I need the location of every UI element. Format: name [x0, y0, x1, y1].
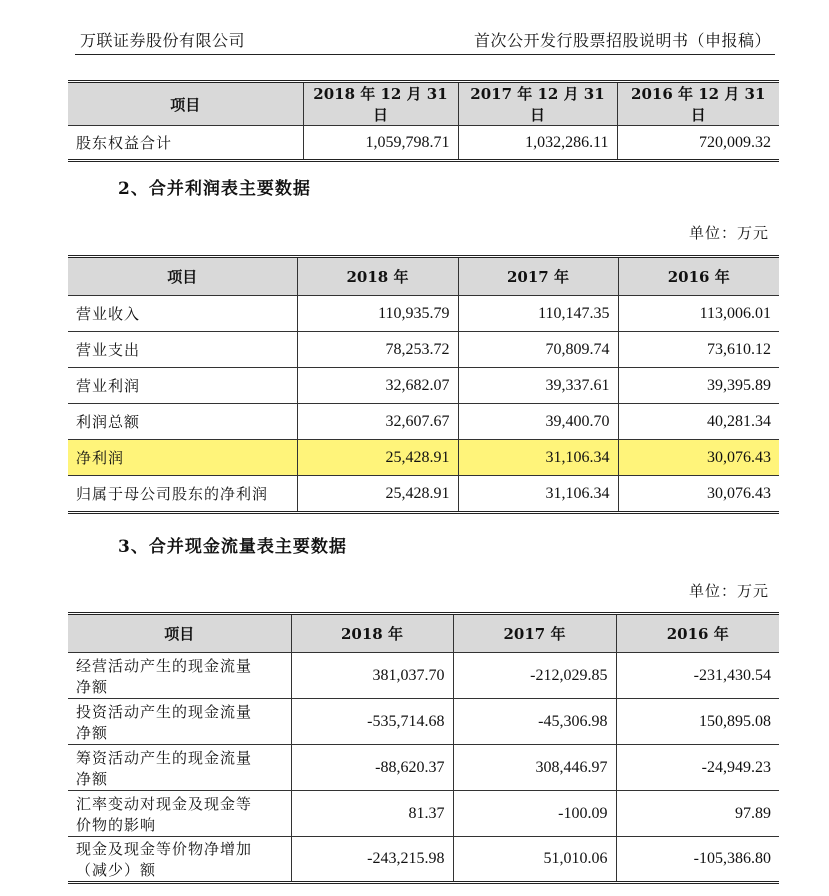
row-label: 净利润: [68, 440, 297, 476]
row-label: 营业支出: [68, 332, 297, 368]
unit-label: 单位：万元: [688, 582, 769, 600]
column-header: 2018 年: [297, 257, 458, 296]
row-label: 归属于母公司股东的净利润: [68, 476, 297, 513]
cell-2016: -24,949.23: [616, 745, 779, 791]
cell-2016: 720,009.32: [617, 126, 779, 161]
cell-2018: -243,215.98: [291, 837, 453, 883]
row-label-line2: 价物的影响: [76, 815, 157, 834]
column-header: 2016 年: [616, 614, 779, 653]
section-title-income: 2、合并利润表主要数据: [118, 179, 311, 199]
section-title-cashflow: 3、合并现金流量表主要数据: [118, 537, 347, 557]
row-label: [68, 699, 291, 745]
unit-label: 单位：万元: [688, 224, 769, 242]
column-header: 2017 年: [458, 257, 618, 296]
row-label-line1: 投资活动产生的现金流量: [76, 702, 253, 721]
row-label-line2: （减少）额: [76, 861, 157, 879]
cell-2017: 39,400.70: [458, 404, 618, 440]
cell-2018: 1,059,798.71: [303, 126, 458, 161]
row-label-line2: 净额: [76, 769, 109, 788]
cell-2016: 97.89: [616, 791, 779, 837]
row-label: 营业收入: [68, 296, 297, 332]
equity-table: [68, 80, 779, 162]
table-row: [68, 332, 779, 368]
cell-2017: -45,306.98: [453, 699, 616, 745]
cell-2017: 308,446.97: [453, 745, 616, 791]
cell-2018: 25,428.91: [297, 476, 458, 513]
row-label-line2: 净额: [76, 677, 109, 696]
cell-2016: -231,430.54: [616, 653, 779, 699]
cell-2017: 70,809.74: [458, 332, 618, 368]
row-label: [68, 745, 291, 791]
column-header: 2018 年: [291, 614, 453, 653]
row-label-line1: 筹资活动产生的现金流量: [76, 748, 253, 767]
table-row: [68, 699, 779, 745]
cell-2017: 39,337.61: [458, 368, 618, 404]
cashflow-table: [68, 612, 779, 884]
table-header-row: [68, 257, 779, 296]
table-header-row: [68, 82, 779, 126]
row-label-line2: 净额: [76, 723, 109, 742]
cell-2018: 110,935.79: [297, 296, 458, 332]
cell-2018: 32,607.67: [297, 404, 458, 440]
column-header: 项目: [68, 82, 303, 126]
document-title: 首次公开发行股票招股说明书（申报稿）: [473, 31, 771, 50]
cell-2016: 39,395.89: [618, 368, 779, 404]
cell-2017: 31,106.34: [458, 440, 618, 476]
table-header-row: [68, 614, 779, 653]
income-table: [68, 255, 779, 514]
cell-2017: 110,147.35: [458, 296, 618, 332]
cell-2017: -100.09: [453, 791, 616, 837]
cell-2017: 51,010.06: [453, 837, 616, 883]
cell-2017: -212,029.85: [453, 653, 616, 699]
table-row: [68, 791, 779, 837]
row-label: 股东权益合计: [68, 126, 303, 161]
row-label-line1: 汇率变动对现金及现金等: [76, 794, 253, 813]
cell-2016: 150,895.08: [616, 699, 779, 745]
row-label: [68, 791, 291, 837]
cell-2016: -105,386.80: [616, 837, 779, 883]
cell-2016: 113,006.01: [618, 296, 779, 332]
cell-2016: 30,076.43: [618, 476, 779, 513]
cell-2018: 381,037.70: [291, 653, 453, 699]
cell-2017: 31,106.34: [458, 476, 618, 513]
row-label: 营业利润: [68, 368, 297, 404]
column-header: 项目: [68, 257, 297, 296]
table-row: [68, 745, 779, 791]
table-row: [68, 404, 779, 440]
column-header: 2018 年 12 月 31 日: [303, 82, 458, 126]
row-label: [68, 653, 291, 699]
cell-2018: 81.37: [291, 791, 453, 837]
column-header: 2017 年 12 月 31 日: [458, 82, 617, 126]
cell-2018: 78,253.72: [297, 332, 458, 368]
table-row-highlighted: [68, 440, 779, 476]
cell-2017: 1,032,286.11: [458, 126, 617, 161]
column-header: 2017 年: [453, 614, 616, 653]
cell-2018: 32,682.07: [297, 368, 458, 404]
row-label-line1: 现金及现金等价物净增加: [76, 840, 253, 858]
table-row: [68, 476, 779, 513]
table-row: [68, 653, 779, 699]
table-row: [68, 126, 779, 161]
column-header: 2016 年: [618, 257, 779, 296]
table-row: [68, 296, 779, 332]
header-divider: [75, 54, 775, 55]
table-row: [68, 368, 779, 404]
row-label: 利润总额: [68, 404, 297, 440]
row-label-line1: 经营活动产生的现金流量: [76, 656, 253, 675]
table-row: [68, 837, 779, 883]
cell-2018: 25,428.91: [297, 440, 458, 476]
row-label: [68, 837, 291, 883]
column-header: 项目: [68, 614, 291, 653]
cell-2016: 40,281.34: [618, 404, 779, 440]
company-name: 万联证券股份有限公司: [80, 31, 246, 50]
cell-2016: 73,610.12: [618, 332, 779, 368]
cell-2018: -88,620.37: [291, 745, 453, 791]
cell-2016: 30,076.43: [618, 440, 779, 476]
column-header: 2016 年 12 月 31 日: [617, 82, 779, 126]
cell-2018: -535,714.68: [291, 699, 453, 745]
